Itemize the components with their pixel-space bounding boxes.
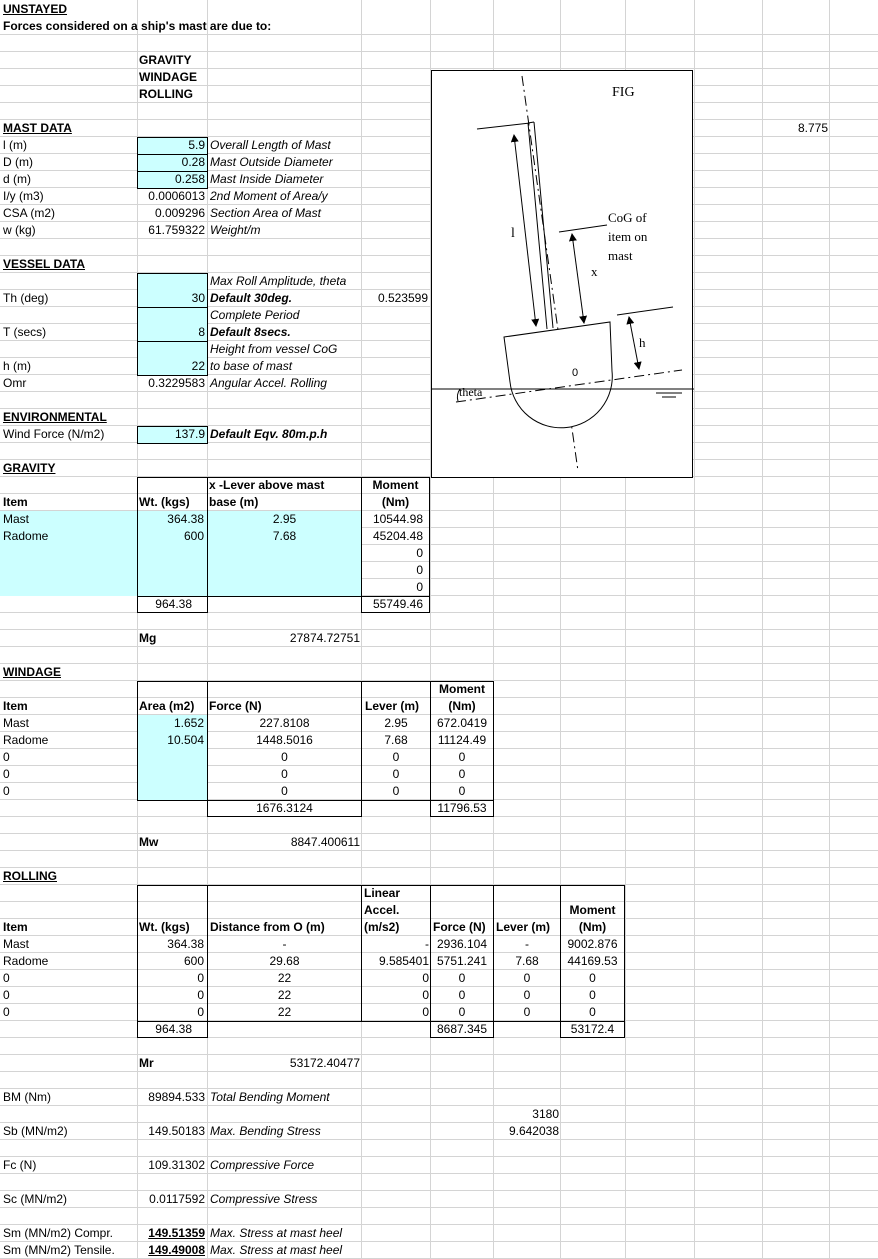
table-row-dist[interactable]: 22	[277, 971, 292, 985]
wind-force-desc: Default Eqv. 80m.p.h	[210, 427, 328, 441]
table-row-force[interactable]: 5751.241	[436, 954, 488, 968]
mast-diagram	[432, 71, 694, 479]
table-row-accel[interactable]: -	[425, 937, 429, 951]
windage-col-item[interactable]: Item	[3, 699, 28, 713]
sb-label[interactable]: Sb (MN/m2)	[3, 1124, 68, 1138]
gravity-col-lever-2[interactable]: base (m)	[209, 495, 259, 509]
h-value-input[interactable]: 22	[191, 359, 205, 373]
mw-value[interactable]: 8847.400611	[290, 835, 360, 849]
table-row-item[interactable]: 0	[3, 971, 10, 985]
table-row-accel[interactable]: 0	[422, 988, 429, 1002]
sheet-subtitle[interactable]: Forces considered on a ship's mast are due to:	[3, 19, 272, 33]
table-row-force[interactable]: 0	[458, 988, 466, 1002]
table-row-accel[interactable]: 9.585401	[378, 954, 429, 968]
h-label[interactable]: h (m)	[3, 359, 31, 373]
gravity-total-moment[interactable]: 55749.46	[372, 597, 423, 611]
table-row-item[interactable]: Mast	[3, 512, 30, 526]
mw-label[interactable]: Mw	[139, 835, 159, 849]
t-note: Complete Period	[210, 308, 300, 322]
omr-label[interactable]: Omr	[3, 376, 27, 390]
table-row-lever[interactable]: 0	[392, 784, 400, 798]
table-row-dist[interactable]: -	[282, 937, 287, 951]
smt-label[interactable]: Sm (MN/m2) Tensile.	[3, 1243, 115, 1257]
th-rad-cell[interactable]: 0.523599	[377, 291, 428, 305]
table-row-item[interactable]: Mast	[3, 716, 30, 730]
force-gravity[interactable]: GRAVITY	[139, 53, 192, 67]
windage-total-moment[interactable]: 11796.53	[437, 801, 487, 815]
h-label: h	[639, 335, 646, 350]
l-label: l	[511, 226, 515, 241]
h-desc: to base of mast	[210, 359, 293, 373]
table-row-area[interactable]: 10.504	[167, 733, 204, 747]
rolling-total-moment[interactable]: 53172.4	[570, 1022, 615, 1036]
table-row-moment[interactable]: 0	[416, 546, 423, 560]
mast-label[interactable]: l (m)	[3, 138, 27, 152]
table-row-force[interactable]: 1448.5016	[256, 733, 313, 747]
table-row-wt[interactable]	[137, 562, 204, 579]
rolling-col-moment[interactable]: Moment	[569, 903, 616, 917]
table-row-moment[interactable]: 9002.876	[567, 937, 618, 951]
table-row-accel[interactable]: 0	[422, 1005, 429, 1019]
table-row-dist[interactable]: 22	[277, 988, 292, 1002]
gravity-col-moment-2[interactable]: (Nm)	[381, 495, 410, 509]
rolling-col-wt[interactable]: Wt. (kgs)	[139, 920, 190, 934]
table-row-lever[interactable]: 0	[523, 1005, 531, 1019]
table-row-item[interactable]: 0	[3, 988, 10, 1002]
mast-value-input[interactable]: 0.28	[181, 155, 205, 169]
table-row-item[interactable]: Radome	[3, 954, 49, 968]
top-reference-line	[477, 123, 530, 129]
mast-desc: 2nd Moment of Area/y	[210, 189, 328, 203]
table-row-lever[interactable]: 0	[392, 750, 400, 764]
h-note: Height from vessel CoG	[210, 342, 338, 356]
hull-shape	[504, 322, 612, 428]
rolling-total-force[interactable]: 8687.345	[436, 1022, 488, 1036]
rolling-col-moment-2[interactable]: (Nm)	[578, 920, 607, 934]
mast-value-input[interactable]: 5.9	[188, 138, 205, 152]
windage-col-lever[interactable]: Lever (m)	[365, 699, 420, 713]
rolling-col-accel-2[interactable]: Accel.	[364, 903, 400, 917]
table-row-force[interactable]: 0	[281, 784, 288, 798]
table-row-force[interactable]: 227.8108	[259, 716, 310, 730]
h-dimension-arrow	[629, 317, 639, 369]
table-row-lever[interactable]: 7.68	[272, 529, 297, 543]
mast-value-cell[interactable]: 0.009296	[154, 206, 205, 220]
table-row-moment[interactable]: 0	[416, 563, 423, 577]
table-row-moment[interactable]: 0	[589, 1005, 596, 1019]
windage-total-force[interactable]: 1676.3124	[256, 801, 313, 815]
table-row-wt[interactable]: 600	[183, 954, 204, 968]
table-row-area[interactable]	[137, 749, 204, 766]
table-row-item[interactable]: 0	[3, 1005, 10, 1019]
sb-value[interactable]: 149.50183	[148, 1124, 205, 1138]
sb-desc: Max. Bending Stress	[210, 1124, 321, 1138]
mast-data-heading[interactable]: MAST DATA	[3, 121, 72, 135]
smt-value[interactable]: 149.49008	[148, 1243, 205, 1257]
smt-desc: Max. Stress at mast heel	[210, 1243, 343, 1257]
table-row-moment[interactable]: 0	[458, 784, 466, 798]
table-row-item[interactable]: Mast	[3, 937, 30, 951]
table-row-lever[interactable]: 7.68	[515, 954, 539, 968]
table-row-dist[interactable]: 22	[277, 1005, 292, 1019]
table-row-moment[interactable]: 0	[589, 988, 596, 1002]
mast-figure[interactable]	[431, 70, 693, 478]
x-dimension-arrow	[572, 234, 584, 323]
table-row-dist[interactable]: 29.68	[269, 954, 300, 968]
sheet-title[interactable]: UNSTAYED	[3, 2, 68, 16]
force-windage[interactable]: WINDAGE	[139, 70, 197, 84]
gravity-total-wt[interactable]: 964.38	[155, 597, 192, 611]
smc-desc: Max. Stress at mast heel	[210, 1226, 343, 1240]
table-row-wt[interactable]: 600	[183, 529, 204, 543]
rolling-col-force[interactable]: Force (N)	[433, 920, 486, 934]
bm-value[interactable]: 89894.533	[148, 1090, 205, 1104]
table-row-moment[interactable]: 44169.53	[567, 954, 618, 968]
windage-col-moment[interactable]: Moment	[439, 682, 485, 696]
gravity-col-lever[interactable]: x -Lever above mast	[209, 478, 325, 492]
mast-label[interactable]: CSA (m2)	[3, 206, 56, 220]
rolling-col-item[interactable]: Item	[3, 920, 28, 934]
table-row-lever[interactable]: -	[525, 937, 529, 951]
water-symbol	[656, 393, 682, 397]
mast-value-cell[interactable]: 0.0006013	[148, 189, 205, 203]
table-row-lever[interactable]	[207, 545, 362, 562]
table-row-moment[interactable]: 45204.48	[372, 529, 423, 543]
table-row-moment[interactable]: 0	[458, 750, 466, 764]
aux-value-1[interactable]: 3180	[532, 1107, 559, 1121]
mast-desc: Section Area of Mast	[210, 206, 321, 220]
table-row-wt[interactable]: 0	[197, 971, 204, 985]
fig-label: FIG	[612, 85, 635, 100]
mr-label[interactable]: Mr	[139, 1056, 154, 1070]
rolling-col-lever[interactable]: Lever (m)	[496, 920, 551, 934]
wind-force-label[interactable]: Wind Force (N/m2)	[3, 427, 105, 441]
table-row-area[interactable]	[137, 766, 204, 783]
th-note: Max Roll Amplitude, theta	[210, 274, 347, 288]
cog-label-2: item on	[608, 229, 648, 244]
table-row-lever[interactable]: 0	[392, 767, 400, 781]
sc-desc: Compressive Stress	[210, 1192, 318, 1206]
rolling-col-accel-3[interactable]: (m/s2)	[364, 920, 400, 934]
l-dimension-arrow	[514, 135, 536, 326]
table-row-accel[interactable]: 0	[422, 971, 429, 985]
t-default: Default 8secs.	[210, 325, 291, 339]
mast-desc: Mast Inside Diameter	[210, 172, 324, 186]
bm-label[interactable]: BM (Nm)	[3, 1090, 51, 1104]
fc-label[interactable]: Fc (N)	[3, 1158, 37, 1172]
table-row-force[interactable]: 0	[281, 750, 288, 764]
mg-value[interactable]: 27874.72751	[289, 631, 360, 645]
table-row-force[interactable]: 0	[458, 1005, 466, 1019]
mast-desc: Mast Outside Diameter	[210, 155, 333, 169]
windage-col-moment-2[interactable]: (Nm)	[448, 699, 476, 713]
mast-value-input[interactable]: 0.258	[174, 172, 205, 186]
mast-desc: Overall Length of Mast	[210, 138, 331, 152]
rolling-total-wt[interactable]: 964.38	[155, 1022, 192, 1036]
table-row-wt[interactable]: 0	[197, 1005, 204, 1019]
table-row-item[interactable]: 0	[3, 784, 10, 798]
table-row-wt[interactable]	[137, 579, 204, 596]
environmental-heading[interactable]: ENVIRONMENTAL	[3, 410, 107, 424]
fc-desc: Compressive Force	[210, 1158, 315, 1172]
omr-desc: Angular Accel. Rolling	[210, 376, 327, 390]
th-value-input[interactable]: 30	[191, 291, 205, 305]
force-rolling[interactable]: ROLLING	[139, 87, 193, 101]
gravity-col-wt[interactable]: Wt. (kgs)	[139, 495, 190, 509]
mg-label[interactable]: Mg	[139, 631, 157, 645]
sc-value[interactable]: 0.0117592	[149, 1192, 205, 1206]
table-row-item[interactable]: Radome	[3, 733, 49, 747]
vessel-data-heading[interactable]: VESSEL DATA	[3, 257, 86, 271]
h-reference-line	[617, 307, 673, 315]
cog-label-3: mast	[608, 248, 633, 263]
table-row-lever[interactable]: 0	[523, 988, 531, 1002]
cog-reference-line	[559, 225, 607, 232]
rolling-col-dist[interactable]: Distance from O (m)	[210, 920, 325, 934]
gravity-col-item[interactable]: Item	[3, 495, 28, 509]
table-row-moment[interactable]: 0	[589, 971, 596, 985]
windage-heading[interactable]: WINDAGE	[3, 665, 61, 679]
omr-value-cell[interactable]: 0.3229583	[148, 376, 205, 390]
fc-value[interactable]: 109.31302	[148, 1158, 205, 1172]
sc-label[interactable]: Sc (MN/m2)	[3, 1192, 67, 1206]
table-row-wt[interactable]: 364.38	[167, 512, 204, 526]
table-row-item[interactable]: Radome	[3, 529, 49, 543]
o-label: 0	[572, 367, 579, 379]
mast-desc: Weight/m	[210, 223, 261, 237]
x-label: x	[591, 264, 598, 279]
cog-label-1: CoG of	[608, 210, 647, 225]
mast-value-cell[interactable]: 61.759322	[148, 223, 205, 237]
table-row-wt[interactable]: 0	[197, 988, 204, 1002]
gravity-col-moment[interactable]: Moment	[372, 478, 419, 492]
mr-value[interactable]: 53172.40477	[289, 1056, 360, 1070]
table-row-force[interactable]: 0	[281, 767, 288, 781]
mast-label[interactable]: I/y (m3)	[3, 189, 44, 203]
mast-shape	[528, 122, 553, 329]
th-default: Default 30deg.	[210, 291, 293, 305]
table-row-moment[interactable]: 672.0419	[436, 716, 488, 730]
smc-value[interactable]: 149.51359	[148, 1226, 205, 1240]
gravity-heading[interactable]: GRAVITY	[3, 461, 56, 475]
mast-label[interactable]: w (kg)	[3, 223, 36, 237]
windage-col-area[interactable]: Area (m2)	[139, 699, 195, 713]
table-row-lever[interactable]	[207, 562, 362, 579]
table-row-moment[interactable]: 11124.49	[437, 733, 487, 747]
table-row-moment[interactable]: 0	[458, 767, 466, 781]
table-row-lever[interactable]: 7.68	[384, 733, 408, 747]
side-value-cell[interactable]: 8.775	[797, 121, 828, 135]
smc-label[interactable]: Sm (MN/m2) Compr.	[3, 1226, 114, 1240]
t-label[interactable]: T (secs)	[3, 325, 47, 339]
theta-label: theta	[459, 385, 483, 399]
table-row-moment[interactable]: 0	[416, 580, 423, 594]
table-row-area[interactable]: 1.652	[173, 716, 204, 730]
table-row-lever[interactable]: 2.95	[384, 716, 408, 730]
rolling-heading[interactable]: ROLLING	[3, 869, 57, 883]
windage-col-force[interactable]: Force (N)	[209, 699, 262, 713]
table-row-moment[interactable]: 10544.98	[372, 512, 423, 526]
table-row-wt[interactable]	[137, 545, 204, 562]
table-row-force[interactable]: 0	[458, 971, 466, 985]
wind-force-input[interactable]: 137.9	[174, 427, 205, 441]
table-row-lever[interactable]: 0	[523, 971, 531, 985]
mast-label[interactable]: d (m)	[3, 172, 31, 186]
table-row-lever[interactable]: 2.95	[272, 512, 297, 526]
table-row-area[interactable]	[137, 783, 204, 800]
bm-desc: Total Bending Moment	[210, 1090, 330, 1104]
aux-value-2[interactable]: 9.642038	[508, 1124, 559, 1138]
t-value-input[interactable]: 8	[198, 325, 205, 339]
th-label[interactable]: Th (deg)	[3, 291, 49, 305]
mast-label[interactable]: D (m)	[3, 155, 33, 169]
table-row-force[interactable]: 2936.104	[436, 937, 488, 951]
table-row-wt[interactable]: 364.38	[167, 937, 204, 951]
table-row-lever[interactable]	[207, 579, 362, 596]
table-row-item[interactable]: 0	[3, 750, 10, 764]
table-row-item[interactable]: 0	[3, 767, 10, 781]
rolling-col-accel-1[interactable]: Linear	[364, 886, 401, 900]
